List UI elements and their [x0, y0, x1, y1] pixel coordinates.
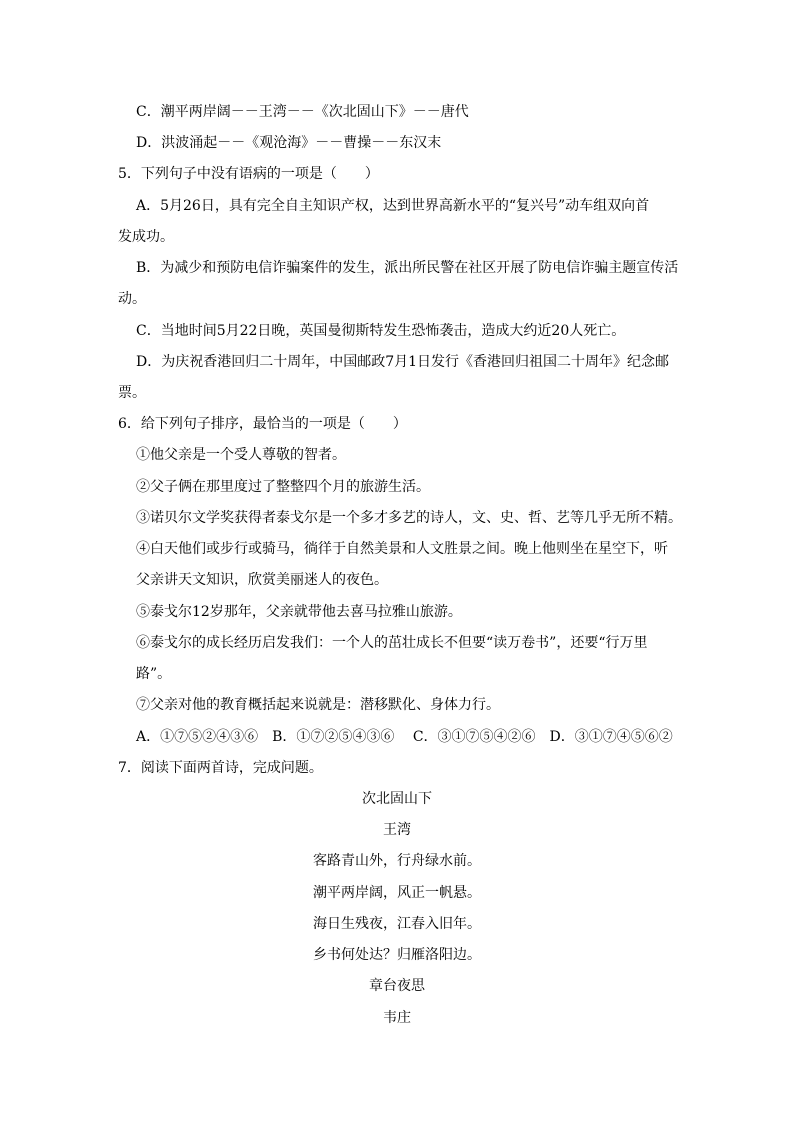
q7-stem: 7．阅读下面两首诗，完成问题。: [118, 760, 323, 776]
poem1-author: 王湾: [383, 822, 411, 838]
q6-sentence-6: ⑥泰戈尔的成长经历启发我们：一个人的茁壮成长不但要“读万卷书”，还要“行万里: [136, 635, 648, 651]
q4-option-c: C．潮平两岸阔－－王湾－－《次北固山下》－－唐代: [136, 104, 469, 120]
poem1-line-4: 乡书何处达？归雁洛阳边。: [313, 947, 481, 963]
q6-sentence-5: ⑤泰戈尔12岁那年，父亲就带他去喜马拉雅山旅游。: [136, 604, 462, 620]
poem1-title: 次北固山下: [362, 791, 432, 807]
q5-option-a: A．5月26日，具有完全自主知识产权，达到世界高新水平的“复兴号”动车组双向首: [136, 198, 650, 214]
q6-sentence-1: ①他父亲是一个受人尊敬的智者。: [136, 447, 346, 463]
q6-sentence-2: ②父子俩在那里度过了整整四个月的旅游生活。: [136, 479, 430, 495]
q6-sentence-4-cont: 父亲讲天文知识，欣赏美丽迷人的夜色。: [136, 572, 388, 588]
poem2-author: 韦庄: [383, 1010, 411, 1026]
q5-option-b: B．为减少和预防电信诈骗案件的发生，派出所民警在社区开展了防电信诈骗主题宣传活: [136, 260, 679, 276]
q5-option-d: D．为庆祝香港回归二十周年，中国邮政7月1日发行《香港回归祖国二十周年》纪念邮: [136, 354, 670, 370]
q5-stem: 5．下列句子中没有语病的一项是（ ）: [118, 166, 379, 182]
poem1-line-2: 潮平两岸阔，风正一帆悬。: [313, 885, 481, 901]
q6-sentence-4: ④白天他们或步行或骑马，徜徉于自然美景和人文胜景之间。晚上他则坐在星空下，听: [136, 541, 668, 557]
q6-sentence-3: ③诺贝尔文学奖获得者泰戈尔是一个多才多艺的诗人，文、史、哲、艺等几乎无所不精。: [136, 510, 682, 526]
q5-option-d-cont: 票。: [118, 385, 146, 401]
q5-option-a-cont: 发成功。: [118, 229, 174, 245]
q5-option-b-cont: 动。: [118, 291, 146, 307]
poem1-line-3: 海日生残夜，江春入旧年。: [313, 916, 481, 932]
q5-option-c: C．当地时间5月22日晚，英国曼彻斯特发生恐怖袭击，造成大约近20人死亡。: [136, 323, 626, 339]
poem1-line-1: 客路青山外，行舟绿水前。: [313, 853, 481, 869]
q6-sentence-7: ⑦父亲对他的教育概括起来说就是：潜移默化、身体力行。: [136, 697, 500, 713]
poem2-title: 章台夜思: [369, 978, 425, 994]
q6-sentence-6-cont: 路”。: [136, 666, 172, 682]
q6-options: A．①⑦⑤②④③⑥ B．①⑦②⑤④③⑥ C．③①⑦⑤④②⑥ D．③①⑦④⑤⑥②: [136, 729, 673, 745]
q4-option-d: D．洪波涌起－－《观沧海》－－曹操－－东汉末: [136, 135, 442, 151]
q6-stem: 6．给下列句子排序，最恰当的一项是（ ）: [118, 416, 407, 432]
